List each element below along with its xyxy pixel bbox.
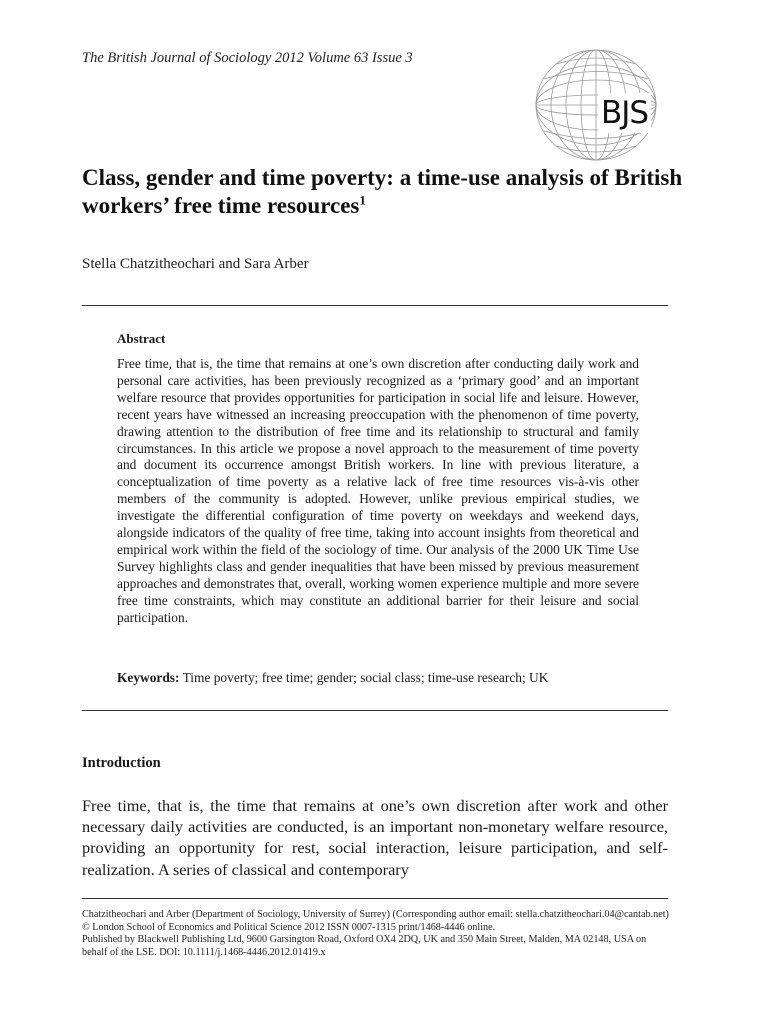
abstract-body: Free time, that is, the time that remains at one’s own discretion after conducting daily work and personal care activities, has been previously recognized as a ‘primary good’ and an important welfare resource that provides opportunities for participation in social life and leisure. However, recent years have witnessed an increasing preoccupation with the phenomenon of time poverty, drawing attention to the distribution of free time and its relationship to structural and family circumstances. In this article we propose a novel approach to the measurement of time poverty and document its occurrence amongst British workers. In line with previous literature, a conceptualization of time poverty as a relative lack of free time resources vis-à-vis other members of the community is adopted. However, unlike previous empirical studies, we investigate the differential configuration of time poverty on weekdays and weekend days, alongside indicators of the quality of free time, taking into account insights from theoretical and empirical work within the field of the sociology of time. Our analysis of the 2000 UK Time Use Survey highlights class and gender inequalities that have been missed by previous measurement approaches and demonstrates that, overall, working women experience multiple and more severe free time constraints, which may constitute an additional barrier for their leisure and social participation. (117, 356, 639, 625)
abstract-bottom-divider (82, 710, 668, 711)
footnote-affiliation: Chatzitheochari and Arber (Department of Sociology, University of Surrey) (Corresponding author email: stella.chatzitheochari.04@cantab.net) (82, 909, 669, 920)
article-title-text: Class, gender and time poverty: a time-use analysis of British workers’ free time resources (82, 165, 683, 218)
journal-citation: The British Journal of Sociology 2012 Volume 63 Issue 3 (82, 50, 413, 66)
keywords (117, 670, 657, 686)
journal-logo-text: BJS (598, 93, 651, 133)
title-footnote-mark: 1 (359, 192, 366, 208)
keywords-list: Time poverty; free time; gender; social class; time-use research; UK (182, 670, 549, 685)
footnote-divider (82, 898, 668, 899)
keywords-label: Keywords: (117, 670, 180, 685)
footnote-copyright: © London School of Economics and Political Science 2012 ISSN 0007-1315 print/1468-4446 online. (82, 921, 496, 933)
top-divider (82, 305, 668, 306)
footnote-publisher: Published by Blackwell Publishing Ltd, 9600 Garsington Road, Oxford OX4 2DQ, UK and 350 Main Street, Malden, MA 02148, USA on behalf of the LSE. DOI: 10.1111/j.1468-4446.2012.01419.x (82, 934, 647, 958)
abstract-heading: Abstract (117, 331, 166, 346)
article-title (82, 164, 702, 220)
authors: Stella Chatzitheochari and Sara Arber (82, 256, 309, 272)
introduction-body: Free time, that is, the time that remains at one’s own discretion after work and other necessary daily activities are conducted, is an important non-monetary welfare resource, providing an opportunity for rest, social interaction, leisure participation, and self-realization. A series of classical and contemporary (82, 796, 668, 879)
introduction-heading: Introduction (82, 755, 161, 771)
footnotes (82, 909, 670, 959)
